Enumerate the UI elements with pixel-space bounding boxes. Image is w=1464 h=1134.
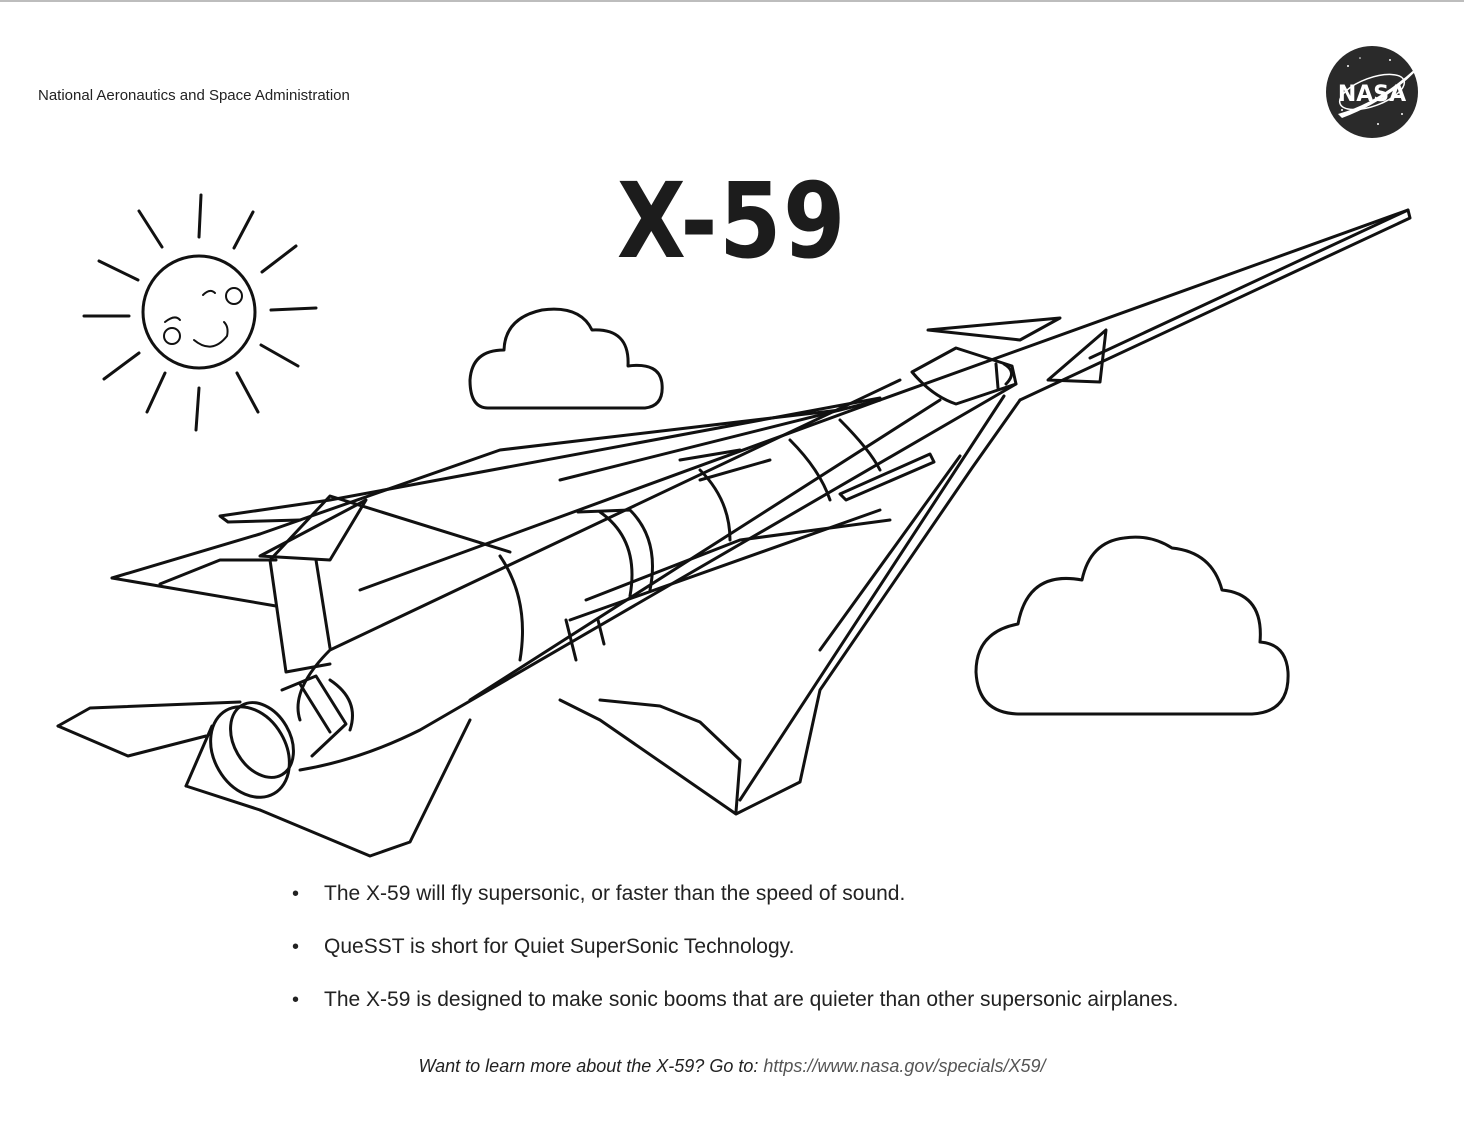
footer-prompt: Want to learn more about the X-59? Go to: [418, 1056, 764, 1076]
x59-aircraft-icon [58, 210, 1410, 856]
fact-text: The X-59 is designed to make sonic booms that are quieter than other supersonic airplanes. [324, 988, 1179, 1011]
logo-text: NASA [1337, 82, 1407, 107]
bullet: • [292, 989, 300, 1011]
fact-text: The X-59 will fly supersonic, or faster than the speed of sound. [324, 882, 906, 905]
fact-text: QueSST is short for Quiet SuperSonic Technology. [324, 935, 795, 958]
list-item [290, 880, 1179, 933]
bullet: • [292, 883, 300, 905]
facts-list [290, 880, 1179, 1039]
list-item [290, 933, 1179, 986]
footer-link[interactable]: https://www.nasa.gov/specials/X59/ [763, 1056, 1046, 1076]
footer [0, 1056, 1464, 1077]
bullet: • [292, 936, 300, 958]
list-item [290, 986, 1179, 1039]
agency-name: National Aeronautics and Space Administration [38, 87, 350, 104]
sun-icon [84, 195, 316, 430]
cloud-icon [976, 537, 1288, 714]
page-title: X-59 [616, 160, 848, 282]
cloud-icon [470, 309, 662, 408]
